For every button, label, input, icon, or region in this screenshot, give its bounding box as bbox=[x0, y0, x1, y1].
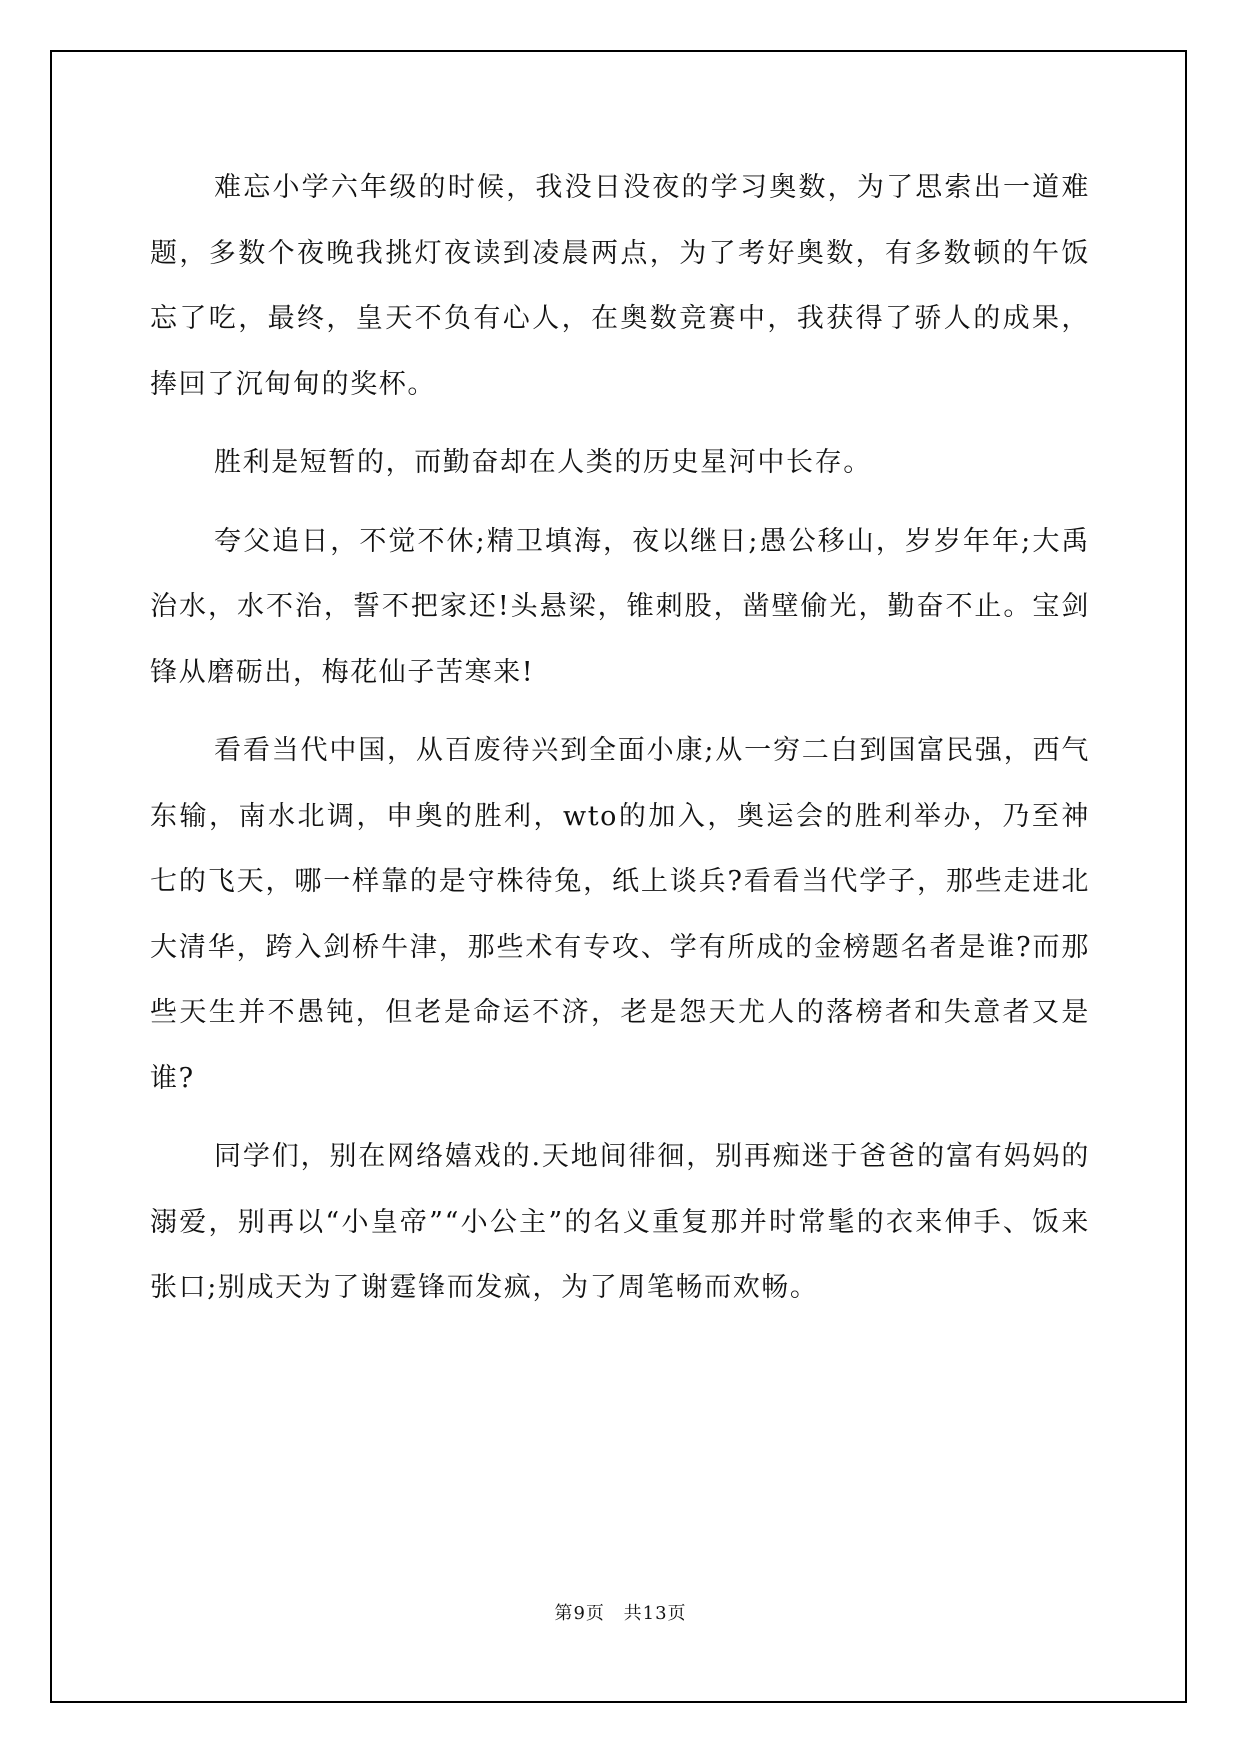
paragraph-1: 难忘小学六年级的时候，我没日没夜的学习奥数，为了思索出一道难题，多数个夜晚我挑灯夜读到凌晨两点，为了考好奥数，有多数顿的午饭忘了吃，最终，皇天不负有心人，在奥数竞赛中，我获得了骄人的成果，捧回了沉甸甸的奖杯。 bbox=[150, 172, 1090, 400]
paragraph-5: 同学们，别在网络嬉戏的.天地间徘徊，别再痴迷于爸爸的富有妈妈的溺爱，别再以“小皇帝”“小公主”的名义重复那并时常髦的衣来伸手、饭来张口;别成天为了谢霆锋而发疯，为了周笔畅而欢畅。 bbox=[150, 1141, 1090, 1303]
page-total: 共13页 bbox=[623, 1603, 687, 1624]
paragraph-3: 夸父追日，不觉不休;精卫填海，夜以继日;愚公移山，岁岁年年;大禹治水，水不治，誓不把家还!头悬梁，锥刺股，凿壁偷光，勤奋不止。宝剑锋从磨砺出，梅花仙子苦寒来! bbox=[150, 525, 1090, 688]
paragraph-4: 看看当代中国，从百废待兴到全面小康;从一穷二白到国富民强，西气东输，南水北调，申奥的胜利，wto的加入，奥运会的胜利举办，乃至神七的飞天，哪一样靠的是守株待兔，纸上谈兵?看看当代学子，那些走进北大清华，跨入剑桥牛津，那些术有专攻、学有所成的金榜题名者是谁?而那些天生并不愚钝，但老是命运不济，老是怨天尤人的落榜者和失意者又是谁? bbox=[150, 735, 1090, 1094]
document-body bbox=[150, 155, 1090, 1334]
page-number: 第9页 bbox=[554, 1603, 605, 1624]
paragraph-2: 胜利是短暂的，而勤奋却在人类的历史星河中长存。 bbox=[214, 447, 872, 478]
page-footer bbox=[0, 1599, 1241, 1625]
